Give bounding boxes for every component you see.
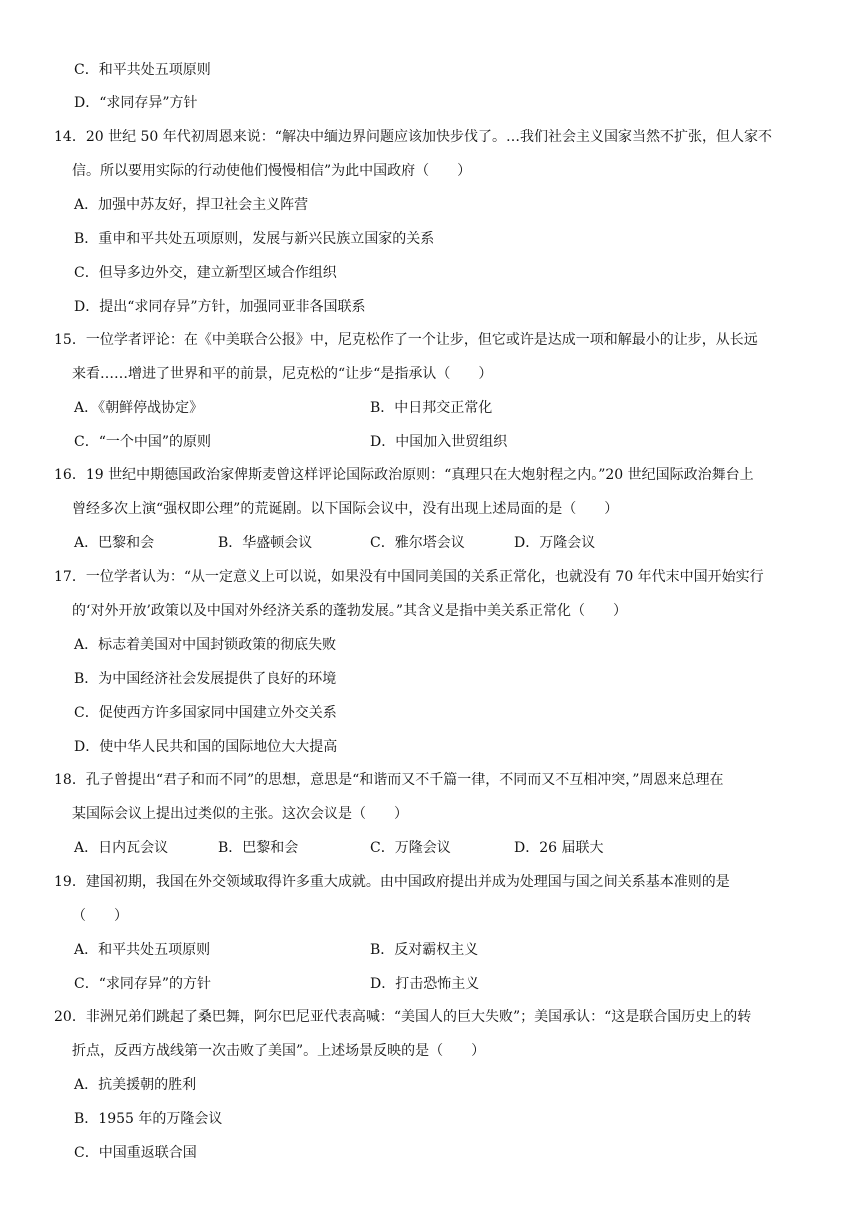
question-19-stem-line-1: 19．建国初期，我国在外交领域取得许多重大成就。由中国政府提出并成为处理国与国之间关系基本准则的是 (54, 874, 730, 890)
question-17-option-c: C．促使西方许多国家同中国建立外交关系 (74, 705, 337, 721)
question-14-stem-line-1: 14．20 世纪 50 年代初周恩来说：“解决中缅边界问题应该加快步伐了。…我们社会主义国家当然不扩张，但人家不 (54, 129, 772, 145)
question-14-option-b: B．重申和平共处五项原则，发展与新兴民族立国家的关系 (74, 231, 435, 247)
question-20-stem-line-2: 折点，反西方战线第一次击败了美国”。上述场景反映的是（ ） (72, 1043, 486, 1059)
question-15-option-b: B．中日邦交正常化 (370, 400, 493, 416)
question-16-stem-line-1: 16．19 世纪中期德国政治家俾斯麦曾这样评论国际政治原则：“真理只在大炮射程之内。”20 世纪国际政治舞台上 (54, 467, 754, 483)
question-15-option-d: D．中国加入世贸组织 (370, 434, 508, 450)
question-18-option-a: A．日内瓦会议 (74, 840, 169, 856)
question-20-option-b: B．1955 年的万隆会议 (74, 1111, 223, 1127)
q13-option-d: D．“求同存异”方针 (74, 95, 198, 111)
question-15-stem-line-2: 来看……增进了世界和平的前景，尼克松的“让步“是指承认（ ） (72, 366, 493, 382)
question-17-option-a: A．标志着美国对中国封锁政策的彻底失败 (74, 637, 337, 653)
question-16-option-a: A．巴黎和会 (74, 535, 155, 551)
question-16-option-c: C．雅尔塔会议 (370, 535, 465, 551)
question-18-option-d: D．26 届联大 (514, 840, 604, 856)
question-20-stem-line-1: 20．非洲兄弟们跳起了桑巴舞，阿尔巴尼亚代表高喊：“美国人的巨大失败”；美国承认：“这是联合国历史上的转 (54, 1009, 752, 1025)
question-18-stem-line-2: 某国际会议上提出过类似的主张。这次会议是（ ） (72, 806, 408, 822)
question-17-option-d: D．使中华人民共和国的国际地位大大提高 (74, 739, 338, 755)
question-16-option-b: B．华盛顿会议 (218, 535, 313, 551)
question-16-stem-line-2: 曾经多次上演“强权即公理”的荒诞剧。以下国际会议中，没有出现上述局面的是（ ） (72, 501, 619, 517)
question-18-option-b: B．巴黎和会 (218, 840, 299, 856)
question-15-option-c: C．“一个中国”的原则 (74, 434, 212, 450)
question-19-option-c: C．“求同存异”的方针 (74, 976, 212, 992)
question-19-stem-line-2: （ ） (72, 908, 128, 924)
question-18-stem-line-1: 18．孔子曾提出“君子和而不同”的思想，意思是“和谐而又不千篇一律，不同而又不互相冲突，”周恩来总理在 (54, 772, 724, 788)
question-14-option-a: A．加强中苏友好，捍卫社会主义阵营 (74, 197, 309, 213)
question-17-option-b: B．为中国经济社会发展提供了良好的环境 (74, 671, 337, 687)
question-18-option-c: C．万隆会议 (370, 840, 451, 856)
question-15-option-a: A．《朝鲜停战协定》 (74, 400, 204, 416)
question-14-option-c: C．但导多边外交，建立新型区域合作组织 (74, 265, 337, 281)
question-20-option-a: A．抗美援朝的胜利 (74, 1077, 197, 1093)
question-19-option-d: D．打击恐怖主义 (370, 976, 480, 992)
question-14-option-d: D．提出“求同存异”方针，加强同亚非各国联系 (74, 299, 366, 315)
question-19-option-a: A．和平共处五项原则 (74, 942, 211, 958)
question-16-option-d: D．万隆会议 (514, 535, 596, 551)
question-17-stem-line-2: 的‘对外开放’政策以及中国对外经济关系的蓬勃发展。”其含义是指中美关系正常化（ ） (72, 603, 628, 619)
q13-option-c: C．和平共处五项原则 (74, 62, 211, 78)
question-14-stem-line-2: 信。所以要用实际的行动使他们慢慢相信”为此中国政府（ ） (72, 163, 472, 179)
question-19-option-b: B．反对霸权主义 (370, 942, 479, 958)
question-17-stem-line-1: 17．一位学者认为：“从一定意义上可以说，如果没有中国同美国的关系正常化，也就没有 70 年代末中国开始实行 (54, 569, 764, 585)
question-15-stem-line-1: 15．一位学者评论：在《中美联合公报》中，尼克松作了一个让步，但它或许是达成一项和解最小的让步，从长远 (54, 332, 758, 348)
question-20-option-c: C．中国重返联合国 (74, 1145, 197, 1161)
